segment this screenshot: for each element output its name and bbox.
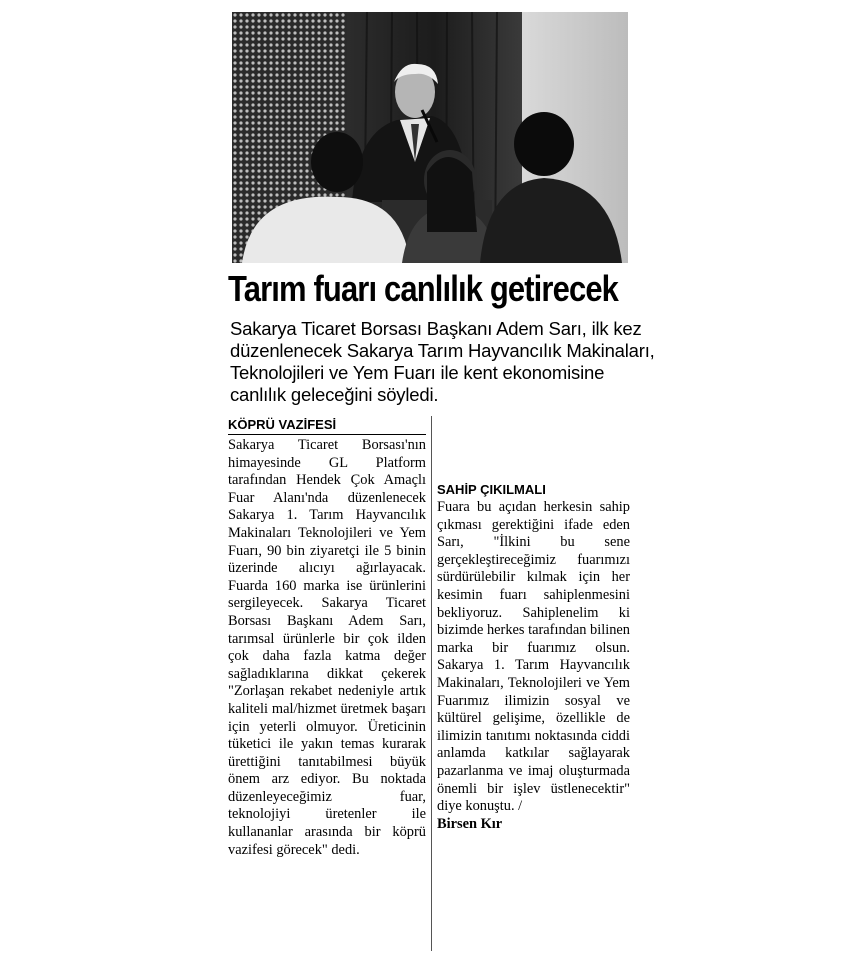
- news-photo: [232, 12, 628, 263]
- column-left: [228, 416, 426, 859]
- body-paragraph-1: Sakarya Ticaret Borsası'nın himayesinde GL Platform tarafından Hendek Çok Amaçlı Fuar Alanı'nda düzenlenecek Sakarya 1. Tarım Hayvancılık Makinaları Teknolojileri ve Yem Fuarı, 90 bin ziyaretçi ile 5 binin üzerinde alıcıyı ağırlayacak. Fuarda 160 marka ise ürünlerini sergileyecek. Sakarya Ticaret Borsası Başkanı Adem Sarı, tarımsal ürünlerle bir çok ilden çok daha fazla katma değer sağladıklarına dikkat çekerek "Zorlaşan rekabet nedeniyle artık kaliteli mal/hizmet üretmek başarı için yeterli olmuyor. Üreticinin tüketici ile yakın temas kurarak ürettiğini tanıtabilmesi büyük önem arz ediyor. Bu noktada düzenleyeceğimiz fuar, teknolojiyi üretenler ile kullananlar arasında bir köprü vazifesi görecek" dedi.: [228, 437, 426, 858]
- section-heading-sahip-cikilmali: SAHİP ÇIKILMALI: [437, 482, 546, 497]
- section-heading-kopru-vazifesi: KÖPRÜ VAZİFESİ: [228, 416, 426, 435]
- headline: Tarım fuarı canlılık getirecek: [228, 268, 619, 309]
- photo-illustration: [232, 12, 628, 263]
- byline: Birsen Kır: [437, 815, 503, 832]
- lead-paragraph: Sakarya Ticaret Borsası Başkanı Adem Sarı, ilk kez düzenlenecek Sakarya Tarım Hayvancılık Makinaları, Teknolojileri ve Yem Fuarı ile kent ekonomisine canlılık geleceğini söyledi.: [230, 318, 655, 405]
- column-right: [437, 453, 630, 833]
- column-divider: [431, 416, 432, 951]
- body-paragraph-2: Fuara bu açıdan herkesin sahip çıkması gerektiğini ifade eden Sarı, "İlkini bu sene gerçekleştireceğimiz fuarımızı sürdürülebilir kılmak için her kesimin fuarı sahiplenmesini bekliyoruz. Sahiplenelim ki bizimde herkes tarafından bilinen marka bir fuarımız olsun. Sakarya 1. Tarım Hayvancılık Makinaları, Teknolojileri ve Yem Fuarımız ilimizin sosyal ve kültürel gelişime, özellikle de ilimizin tanıtımı noktasında ciddi anlamda katkılar sağlayarak pazarlanma ve imaj oluşturmada önemli bir işlev üstlenecektir" diye konuştu. /: [437, 499, 631, 815]
